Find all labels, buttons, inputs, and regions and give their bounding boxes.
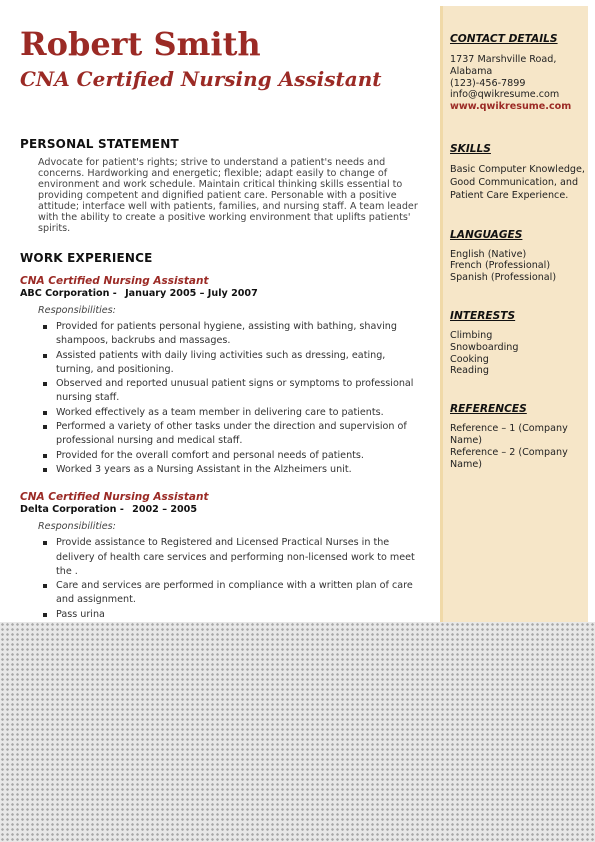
list-item: Worked effectively as a team member in delivering care to patients. [56,406,420,420]
blur-overlay [0,622,595,842]
job-company: ABC Corporation - [20,288,117,299]
list-item: Reading [450,365,489,377]
contact-section [450,33,588,113]
contact-details [450,54,588,113]
main-column [20,20,420,622]
sidebar-content [450,6,588,470]
languages-heading: LANGUAGES [450,228,523,241]
job-dates: 2002 – 2005 [132,504,198,516]
responsibilities-list [20,536,420,622]
job-entry-1 [20,275,420,477]
list-item: Climbing [450,329,493,341]
contact-heading: CONTACT DETAILS [450,33,558,45]
list-item: Observed and reported unusual patient signs or symptoms to professional nursing staff. [56,377,420,406]
personal-statement-heading: PERSONAL STATEMENT [20,137,179,151]
personal-statement-text: Advocate for patient's rights; strive to understand a patient's needs and concerns. Hardworking and energetic; flexible; adapt easily to change of environment and work schedule. Maintain critical thinking skills essential to providing competent and dignified patient care. Personable with a positive attitude; interface well with patients, families, and nursing staff. A team leader with the ability to create a positive working environment that uplifts patients' spirits. [38,157,418,234]
skills-heading: SKILLS [450,142,491,155]
list-item: Snowboarding [450,341,519,353]
address-line: Alabama [450,65,493,77]
list-item: Provide assistance to Registered and Licensed Practical Nurses in the delivery of health care services and performing non-licensed work to meet the . [56,536,420,579]
work-experience-section [20,251,420,622]
job-entry-2 [20,491,420,622]
list-item: Performed a variety of other tasks under the direction and supervision of professional nursing and medical staff. [56,420,420,449]
references-heading: REFERENCES [450,403,527,416]
list-item: Reference – 1 (Company Name) [450,423,568,446]
website-link[interactable]: www.qwikresume.com [450,101,572,113]
email-address[interactable]: info@qwikresume.com [450,89,560,101]
list-item: Pass urina [56,608,420,622]
list-item: Assisted patients with daily living activities such as dressing, eating, turning, and positioning. [56,349,420,378]
interests-list [450,330,588,377]
phone-number: (123)-456-7899 [450,77,526,89]
job-title: CNA Certified Nursing Assistant [20,275,209,287]
list-item: Cooking [450,353,489,365]
list-item: Provided for the overall comfort and personal needs of patients. [56,449,420,463]
references-section [450,403,588,470]
list-item: French (Professional) [450,260,551,272]
interests-section [450,310,588,377]
list-item: Care and services are performed in compliance with a written plan of care and assignment. [56,579,420,608]
address-line: 1737 Marshville Road, [450,54,557,65]
job-company-line [20,504,420,516]
list-item: Worked 3 years as a Nursing Assistant in the Alzheimers unit. [56,463,420,477]
job-company-line [20,288,420,300]
job-company: Delta Corporation - [20,504,124,516]
list-item: Provided for patients personal hygiene, assisting with bathing, shaving shampoos, backrubs and massages. [56,320,420,349]
work-experience-heading: WORK EXPERIENCE [20,251,153,265]
responsibilities-label: Responsibilities: [38,521,116,533]
candidate-name: Robert Smith [20,25,261,63]
job-dates: January 2005 – July 2007 [125,288,258,299]
list-item: Spanish (Professional) [450,272,557,284]
skills-text: Basic Computer Knowledge, Good Communication, and Patient Care Experience. [450,163,585,202]
responsibilities-list [20,320,420,477]
references-list [450,423,588,470]
skills-section [450,143,588,203]
languages-list [450,249,588,284]
job-title: CNA Certified Nursing Assistant [20,491,209,504]
languages-section [450,229,588,284]
interests-heading: INTERESTS [450,309,516,322]
list-item: English (Native) [450,248,527,260]
list-item: Reference – 2 (Company Name) [450,446,568,470]
responsibilities-label: Responsibilities: [38,305,116,316]
personal-statement-section [20,137,420,234]
candidate-title: CNA Certified Nursing Assistant [20,67,382,91]
